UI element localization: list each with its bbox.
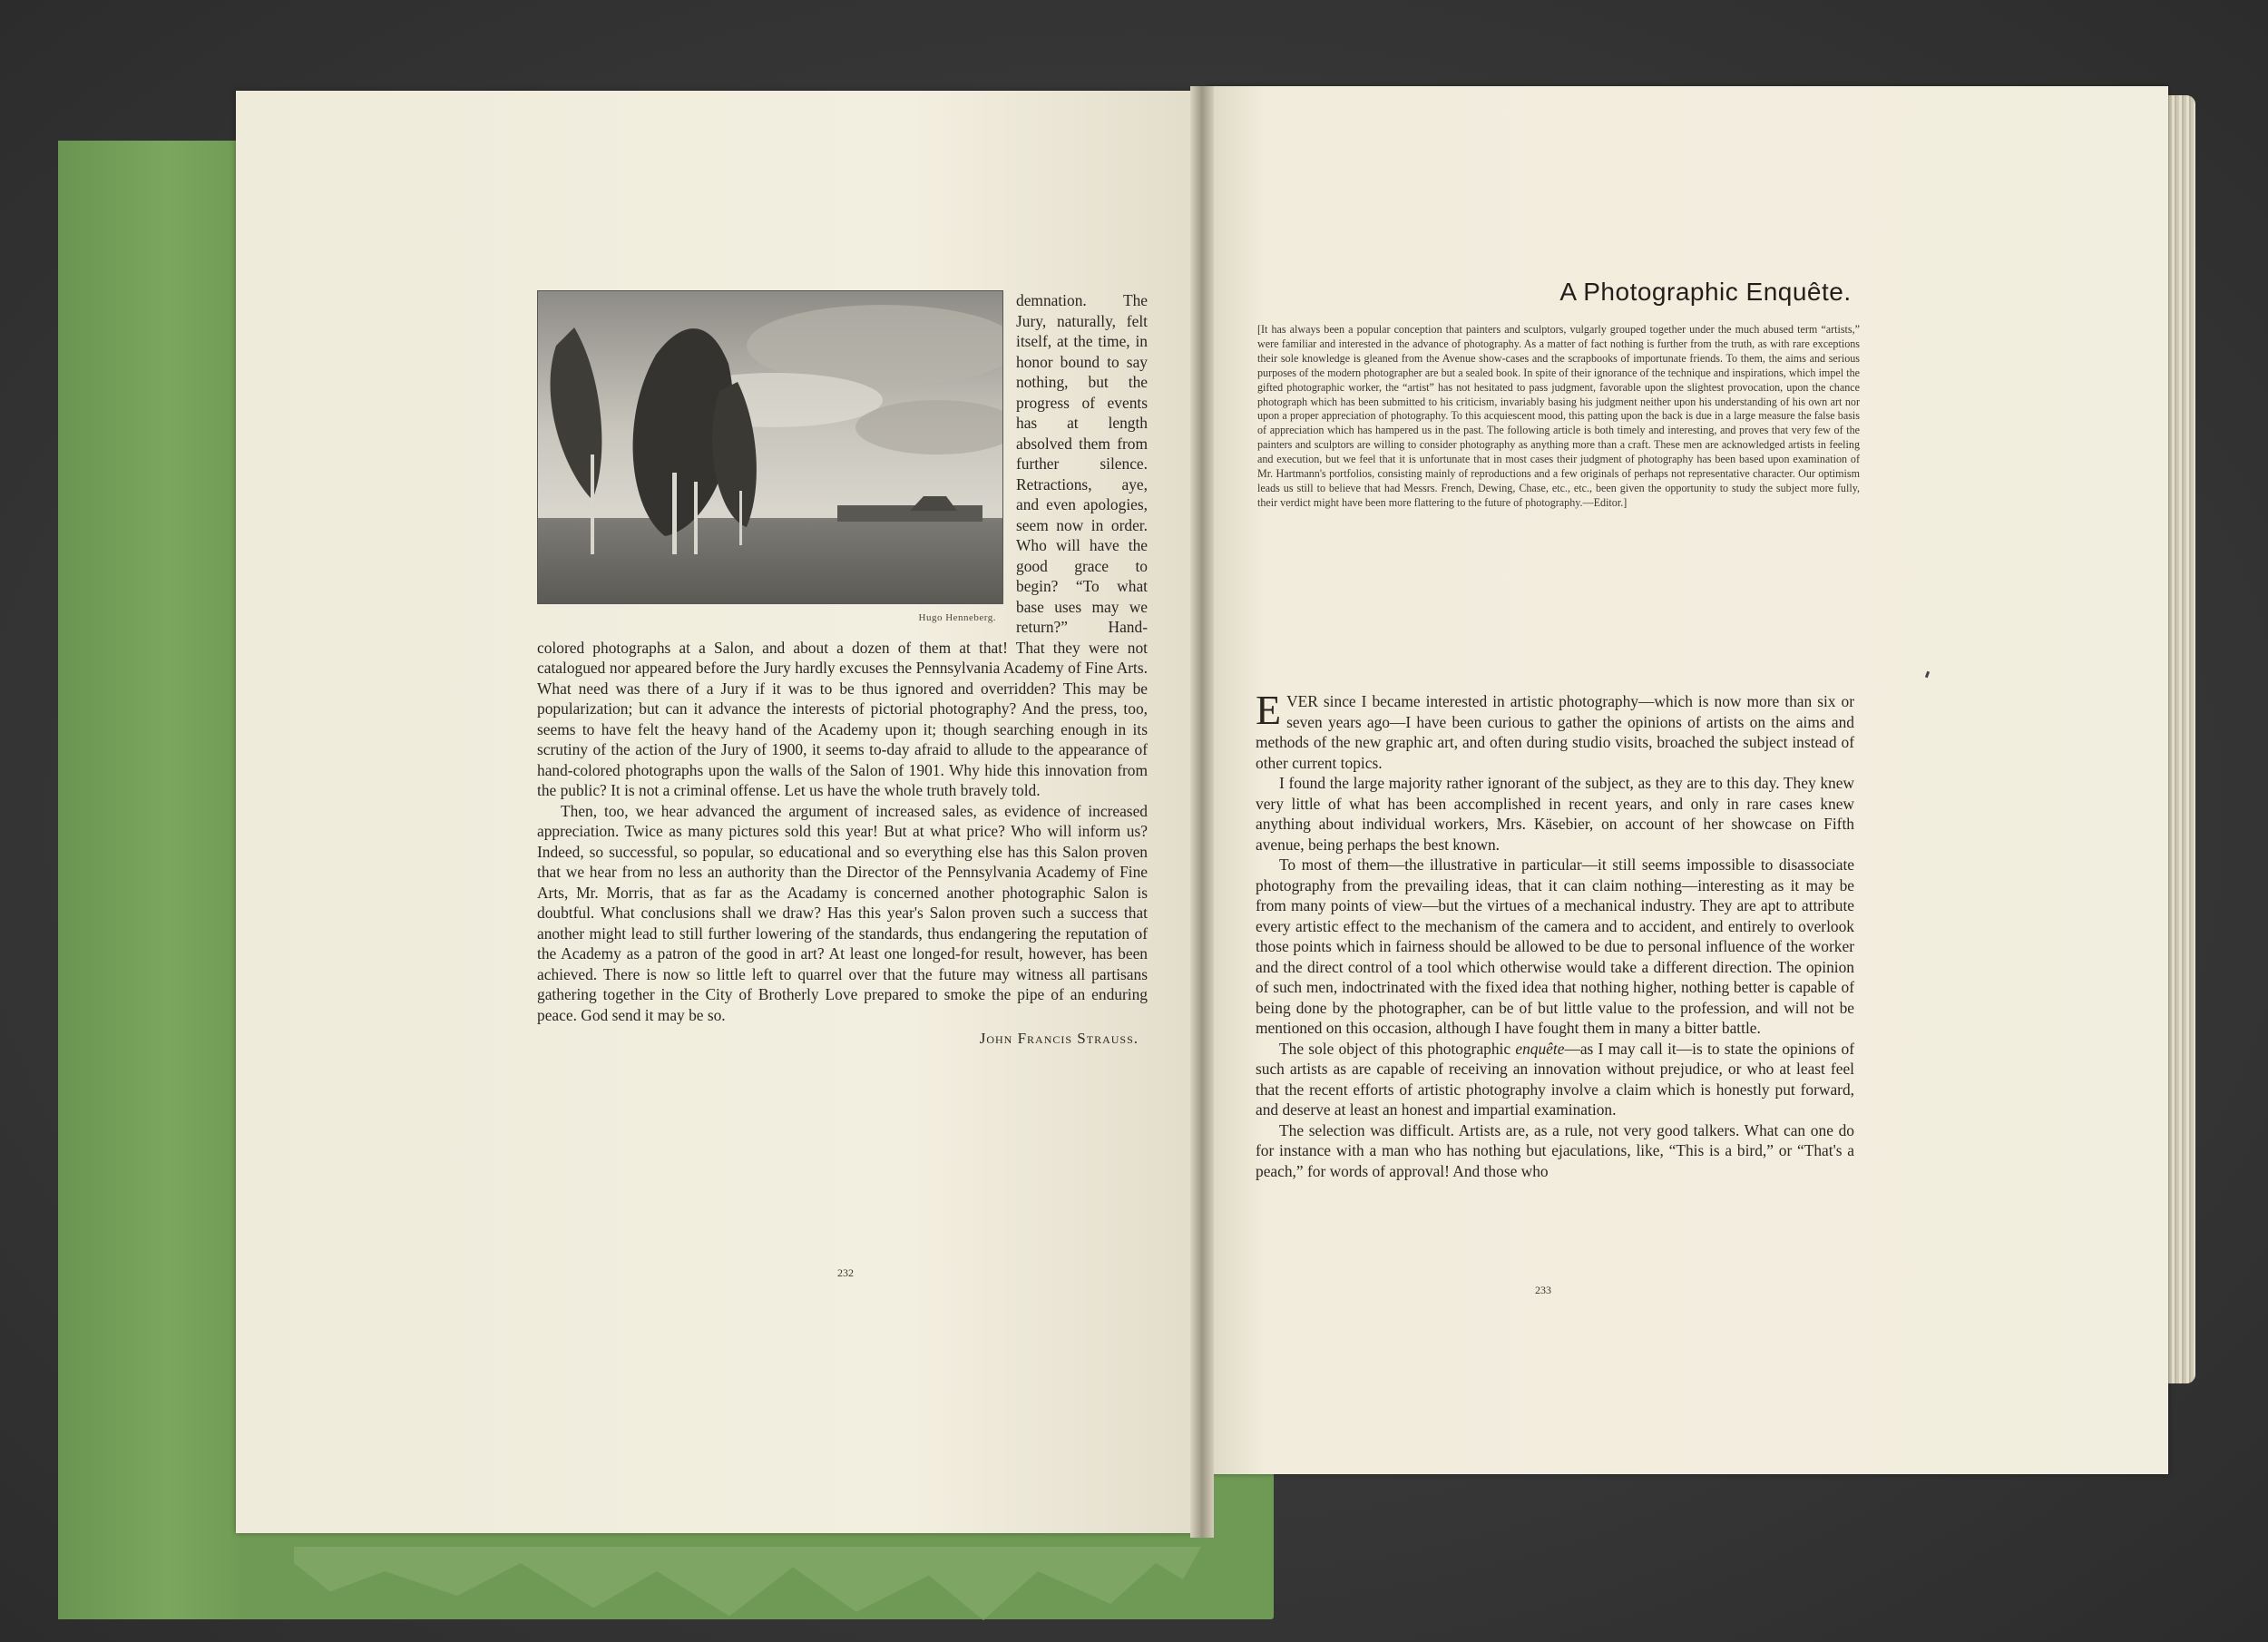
book-gutter xyxy=(1190,86,1214,1538)
drop-cap: E xyxy=(1256,687,1282,733)
wrap-text: demnation. The Jury, naturally, felt itself, at the time, in honor bound to say nothing, but the progress of events has at length absolved them from further silence. Retractions, aye, and even apologies, seem xyxy=(1016,291,1148,534)
left-paragraph-2: Then, too, we hear advanced the argument of increased sales, as evidence of increased appreciation. Twice as many pictures sold this year! But at what price? Who will inform us? Indeed, so successful, so popular, so educational and so everything else has this Salon proven that we hear from no less an authority than the Director of the Pennsylvania Academy of Fine Arts, Mr. Morris, that as far as the Acadamy is concerned another photographic Salon is doubtful. What conclusions shall we draw? Has this year's Salon proven such a success that another might lead to still further lowering of the standards, thus endangering the reputation of the Academy as a patron of the good in art? At least one longed-for result, however, has been achieved. There is now so little left to quarrel over that the future may witness all partisans gathering together in the City of Brotherly Love prepared to smoke the pipe of an enduring peace. God send it may be so. xyxy=(537,801,1148,1024)
enquete-italic: enquête xyxy=(1515,1039,1565,1058)
right-column xyxy=(1256,687,1854,1181)
right-page-number: 233 xyxy=(1535,1284,1551,1296)
paragraph-continuation: now in order. Who will have the good grace to begin? “To what base uses may we return?” Hand-colored photographs at a Salon, and about a dozen of them at that! That they were not catalogued nor appeared before the Jury hardly excuses the Pennsylvania Academy of Fine Arts. What need was there of a Jury if it was to be thus ignored and overridden? This may be popularization; but can it advance the interests of pictorial photography? And the press, too, seems to have felt the heavy hand of the Academy upon it; though searching enough in its scrutiny of the action of the Jury of 1900, it seems to-day afraid to allude to the appearance of hand-colored photographs upon the walls of the Salon of 1901. Why hide this innovation from the public? It is not a criminal offense. Let us have the whole truth bravely told. xyxy=(537,515,1148,799)
right-paragraph-4 xyxy=(1256,1039,1854,1120)
paragraph-4-end: —as I may call it—is to state the opinions of such artists as are capable of receiving an innovation without prejudice, or who at least feel that the recent efforts of artistic photography involve a claim which is honestly put forward, and deserve at least an honest and impartial examination. xyxy=(1256,1039,1854,1119)
left-column xyxy=(537,290,1148,1050)
landscape-photograph xyxy=(537,290,1003,604)
landscape-illustration xyxy=(538,291,1002,603)
right-paragraph-2: I found the large majority rather ignorant of the subject, as they are to this day. They knew very little of what has been accomplished in recent years, and only in rare cases knew anything about individual workers, Mrs. Käsebier, on account of her showcase on Fifth avenue, being perhaps the best known. xyxy=(1256,774,1854,854)
right-paragraph-1 xyxy=(1256,687,1854,773)
editor-intro: [It has always been a popular conception that painters and sculptors, vulgarly grouped together under the much abused term “artists,” were familiar and interested in the advance of photography. As a matter of fact nothing is further from the truth, as with rare exceptions their sole knowledge is gleaned from the Avenue show-cases and the scrapbooks of importunate friends. To them, the aims and serious purposes of the modern photographer are but a sealed book. In spite of their ignorance of the technique and inspirations, which impel the gifted photographic worker, the “artist” has not hesitated to pass judgment, favorable upon the slightest provocation, upon the chance photograph which has been submitted to his criticism, invariably basing his judgment neither upon his understanding of his own art nor upon a proper appreciation of photography. To this acquiescent mood, this patting upon the back is due in a large measure the false basis of appreciation which has hampered us in the past. The following article is both timely and interesting, and proves that very few of the painters and sculptors are willing to consider photography as anything more than a craft. These men are acknowledged artists in feeling and execution, but we feel that it is unfortunate that in most cases their judgment of photography has been based upon examination of Mr. Hartmann's portfolios, consisting mainly of reproductions and a few originals of perhaps not representative character. Our optimism leads us still to believe that had Messrs. French, Dewing, Chase, etc., etc., been given the opportunity to study the subject more fully, their verdict might have been more flattering to the future of photography.—Editor.] xyxy=(1257,323,1860,509)
author-signature: John Francis Strauss. xyxy=(979,1030,1139,1047)
left-page-number: 232 xyxy=(837,1266,854,1279)
right-paragraph-3: To most of them—the illustrative in particular—it still seems impossible to disassociate photography from the prevailing ideas, that it can claim nothing—interesting as it may be from many points of view—but the virtues of a mechanical industry. They are apt to attribute every artistic effect to the mechanism of the camera and to accident, and entirely to overlook those points which in fairness should be allowed to be due to personal influence of the worker and the direct control of a tool which otherwise would take a different direction. The opinion of such men, indoctrinated with the fixed idea that nothing higher, nothing better is capable of being done by the photographer, can be of but little value to the profession, and will not be mentioned on this occasion, although I have fought them in many a bitter battle. xyxy=(1256,855,1854,1037)
paragraph-4-start: The sole object of this photographic xyxy=(1279,1039,1516,1058)
photo-caption: Hugo Henneberg. xyxy=(918,612,996,623)
torn-cover-edge xyxy=(294,1547,1201,1628)
cover-spine-strip xyxy=(58,141,240,1619)
right-paragraph-5: The selection was difficult. Artists are, as a rule, not very good talkers. What can one do for instance with a man who has nothing but ejaculations, like, “This is a bird,” or “That's a peach,” for words of approval! And those who xyxy=(1256,1120,1854,1180)
photo-figure xyxy=(537,290,1003,635)
article-title: A Photographic Enquête. xyxy=(1559,278,1852,306)
paragraph-1-text: VER since I became interested in artistic photography—which is now more than six or seven years ago—I have been curious to gather the opinions of artists on the aims and methods of the new graphic art, and often during studio visits, broached the subject instead of other current topics. xyxy=(1256,692,1854,772)
